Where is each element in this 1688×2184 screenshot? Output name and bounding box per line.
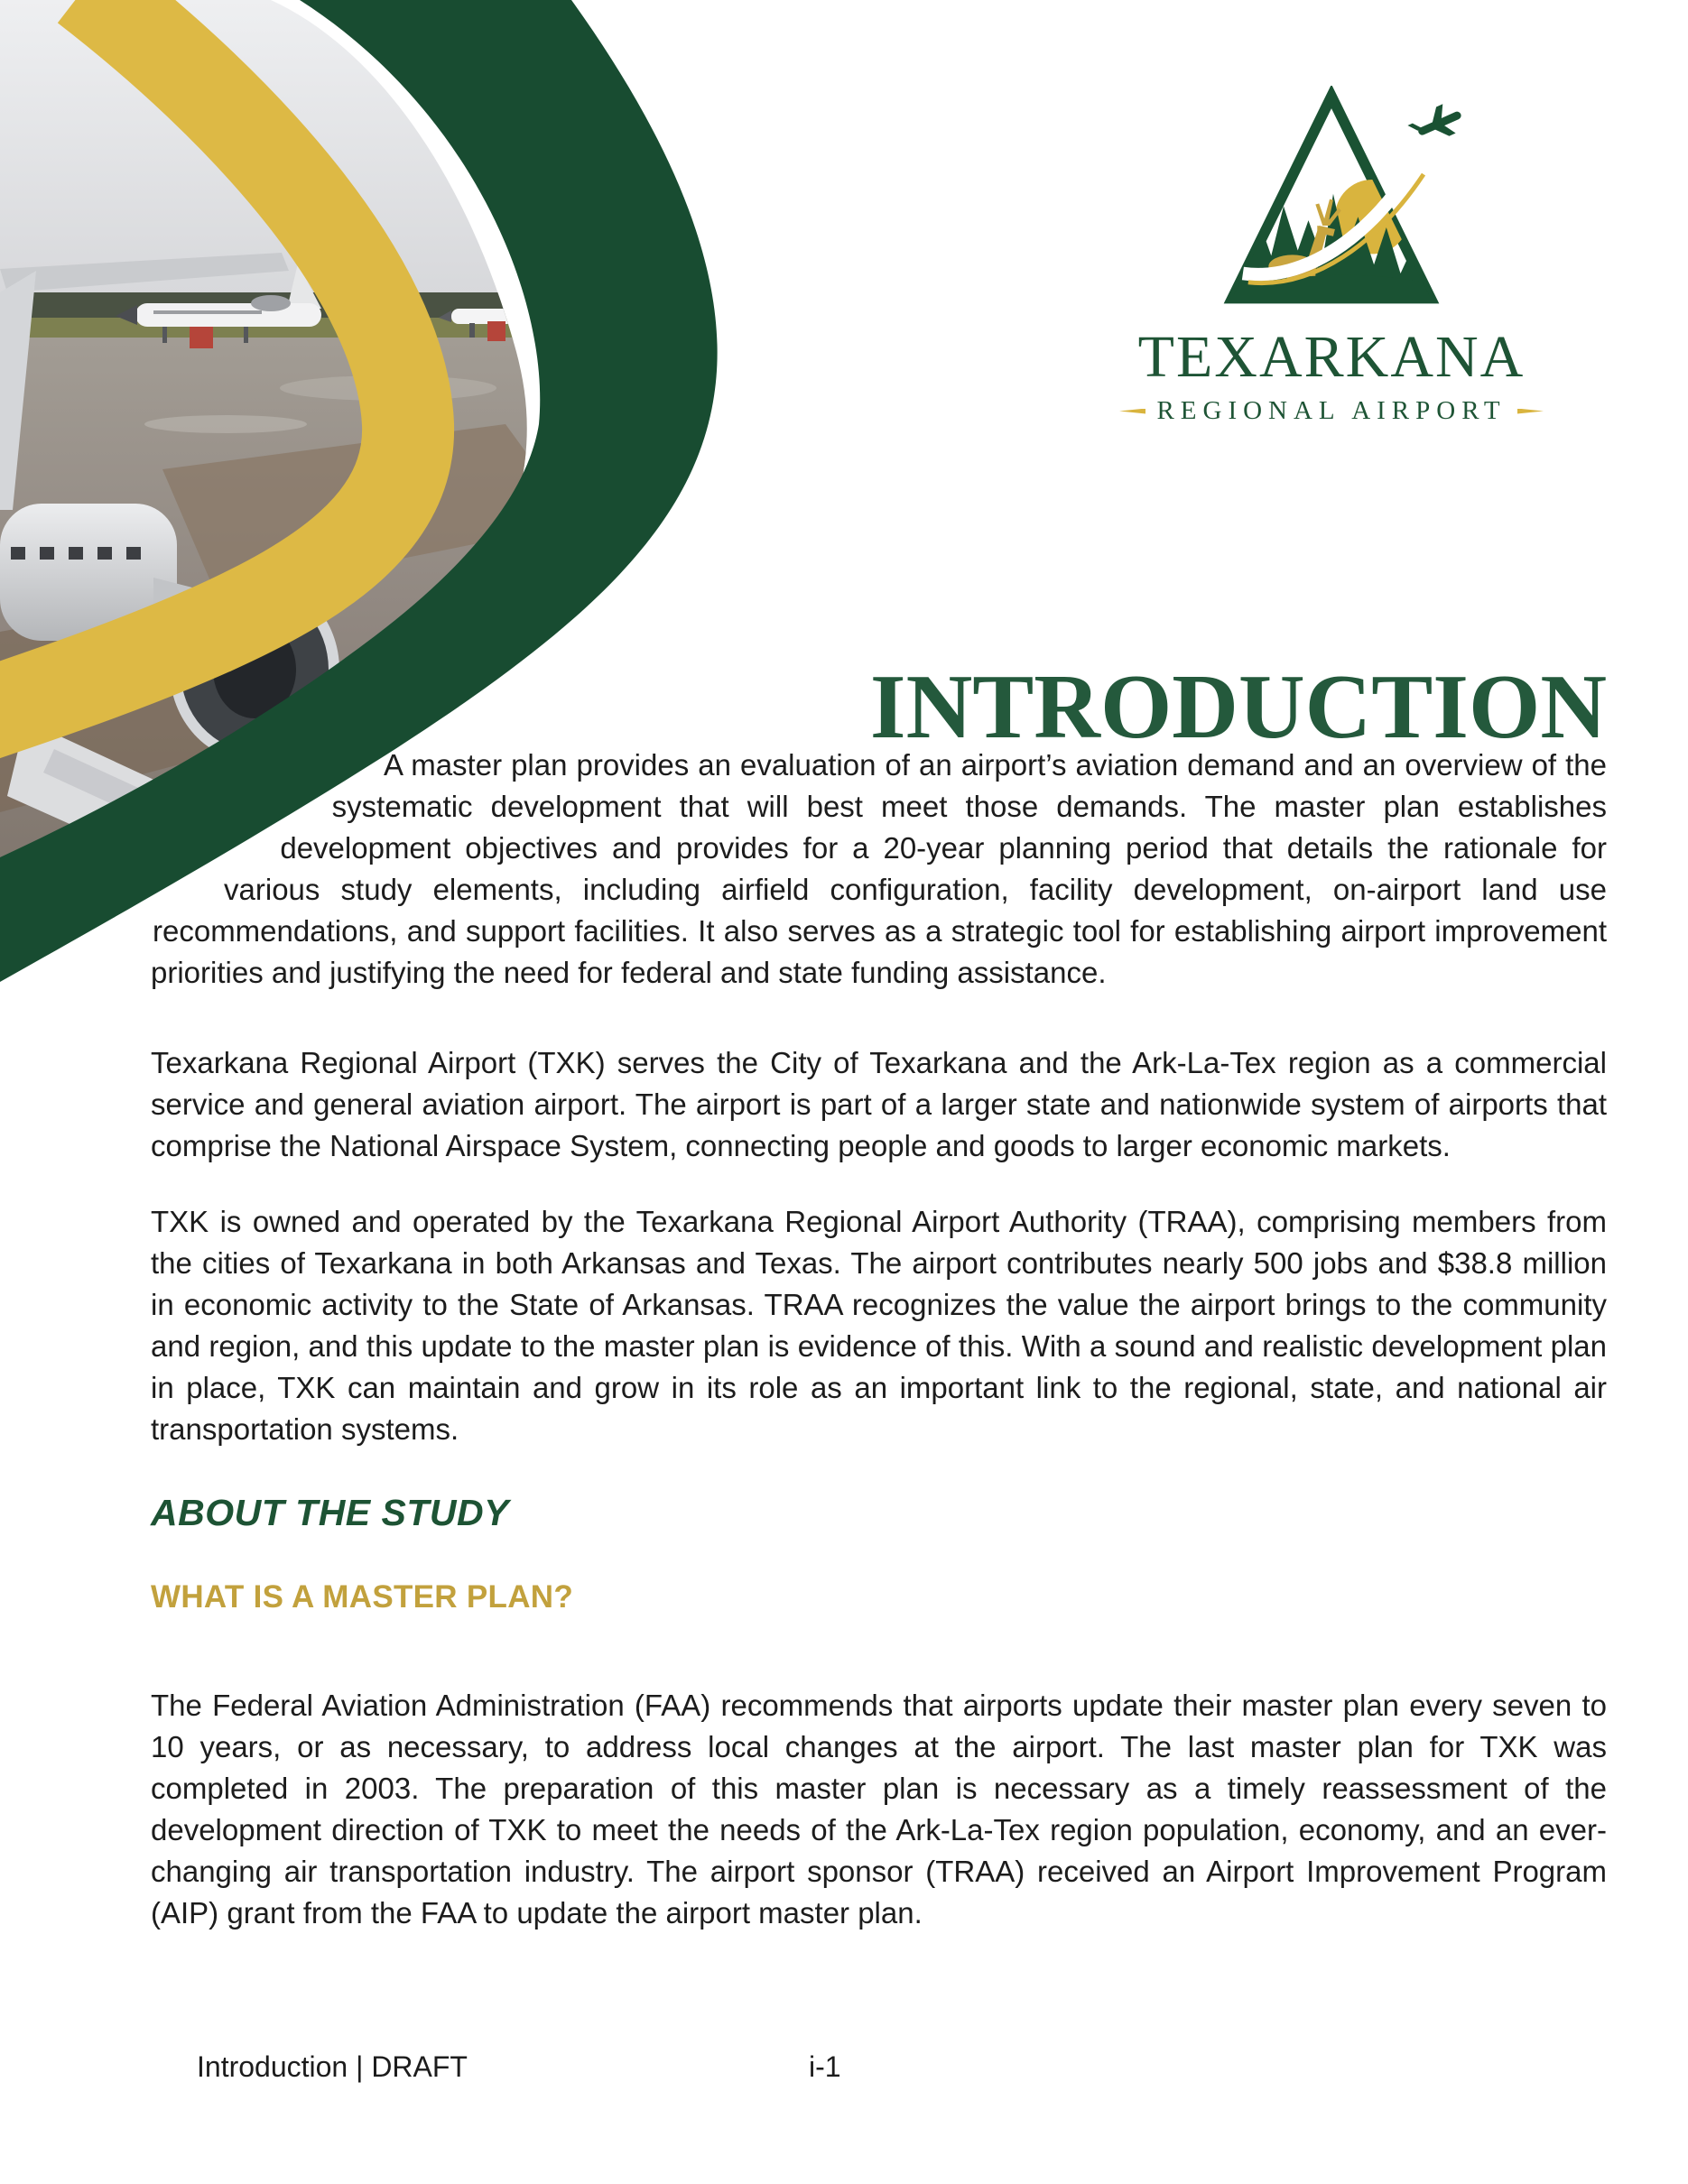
paragraph-faa	[151, 1685, 1607, 1934]
mountain-logo-icon	[1192, 86, 1471, 320]
heading-about-the-study: ABOUT THE STUDY	[151, 1492, 509, 1533]
paragraph-text: A master plan provides an evaluation of an airport’s aviation demand and an overview of the systematic development that will best meet those demands. The master plan establishes development objectives and provides for a 20-year planning period that details the rationale for various study elements, including airfield configuration, facility development, on-airport land use recommendations, and support facilities. It also serves as a strategic tool for establishing airport improvement priorities and justifying the need for federal and state funding assistance.	[151, 748, 1607, 989]
footer-page-number: i-1	[809, 2050, 841, 2083]
footer-chapter-label: Introduction | DRAFT	[197, 2050, 468, 2083]
heading-what-is-a-master-plan: WHAT IS A MASTER PLAN?	[151, 1579, 574, 1615]
paragraph-text: The Federal Aviation Administration (FAA) recommends that airports update their master plan every seven to 10 years, or as necessary, to address local changes at the airport. The last master plan for TXK was completed in 2003. The preparation of this master plan is necessary as a timely reassessment of the development direction of TXK to meet the needs of the Ark-La-Tex region population, economy, and an ever-changing air transportation industry. The airport sponsor (TRAA) received an Airport Improvement Program (AIP) grant from the FAA to update the airport master plan.	[151, 1689, 1607, 1930]
paragraph-text: Texarkana Regional Airport (TXK) serves the City of Texarkana and the Ark-La-Tex region as a commercial service and general aviation airport. The airport is part of a larger state and nationwide system of airports that comprise the National Airspace System, connecting people and goods to larger economic markets.	[151, 1046, 1607, 1162]
paragraph-master-plan	[151, 745, 1607, 994]
puddle	[144, 415, 307, 433]
paragraph-traa	[151, 1201, 1607, 1450]
paragraph-text: TXK is owned and operated by the Texarkana Regional Airport Authority (TRAA), comprising members from the cities of Texarkana in both Arkansas and Texas. The airport contributes nearly 500 jobs and $38.8 million in economic activity to the State of Arkansas. TRAA recognizes the value the airport brings to the community and region, and this update to the master plan is evidence of this. With a sound and realistic development plan in place, TXK can maintain and grow in its role as an important link to the regional, state, and national air transportation systems.	[151, 1205, 1607, 1446]
logo-tagline-text: REGIONAL AIRPORT	[1156, 396, 1507, 425]
paragraph-txk-serves	[151, 1042, 1607, 1167]
logo-name: TEXARKANA	[1137, 324, 1526, 390]
logo-tagline	[1119, 396, 1544, 426]
gold-dash-icon	[1517, 409, 1544, 414]
airport-logo	[1119, 86, 1544, 426]
page-title: INTRODUCTION	[869, 656, 1607, 759]
gold-dash-icon	[1119, 409, 1145, 414]
